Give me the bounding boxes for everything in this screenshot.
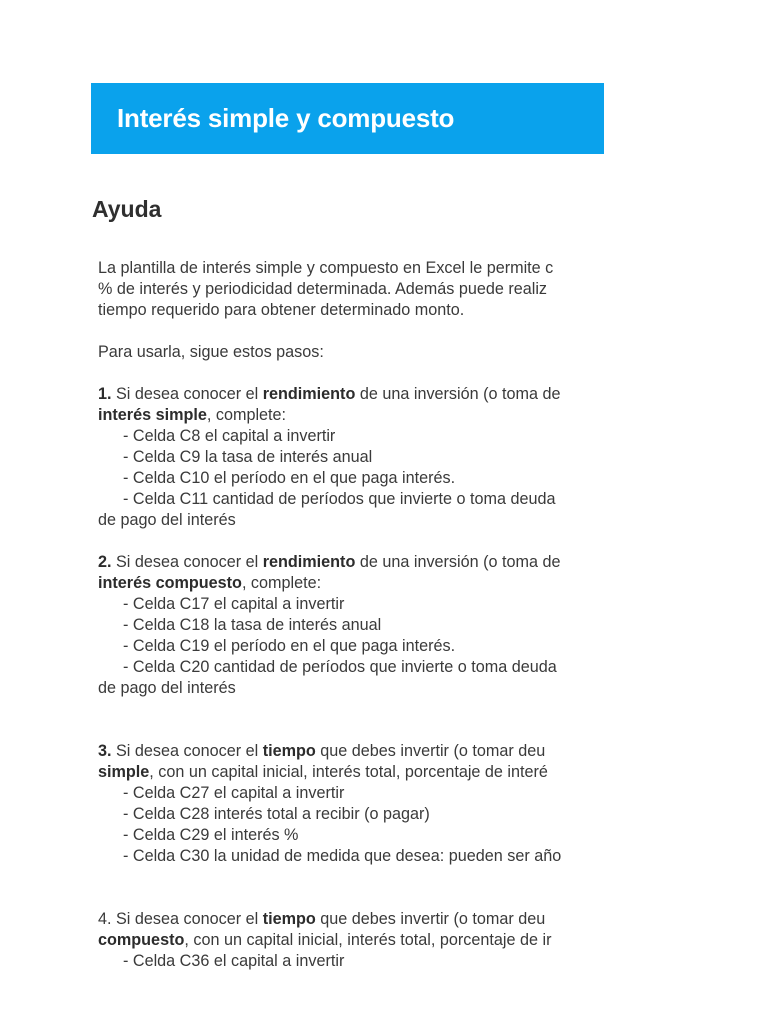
step-text: , complete: [241, 574, 322, 592]
step-text: Si desea conocer el [111, 742, 263, 760]
step-2-line-1 [98, 552, 604, 573]
step-2-line-2 [98, 573, 604, 594]
step-keyword: rendimiento [262, 553, 356, 571]
step-text: que debes invertir (o tomar deu [315, 910, 546, 928]
list-item: - Celda C30 la unidad de medida que desea: pueden ser año [123, 847, 562, 865]
list-item: - Celda C10 el período en el que paga interés. [123, 469, 456, 487]
step-4-line-1 [98, 909, 604, 930]
step-keyword: rendimiento [262, 385, 356, 403]
list-item: - Celda C9 la tasa de interés anual [123, 448, 373, 466]
intro-line-3: tiempo requerido para obtener determinado monto. [98, 301, 465, 319]
step-1-line-1 [98, 384, 604, 405]
step-text: Si desea conocer el [111, 385, 263, 403]
step-text: , complete: [206, 406, 287, 424]
title-banner [91, 83, 604, 154]
list-item: - Celda C18 la tasa de interés anual [123, 616, 382, 634]
step-keyword: tiempo [262, 910, 316, 928]
step-text: de una inversión (o toma de [355, 553, 561, 571]
list-item: - Celda C29 el interés % [123, 826, 299, 844]
step-keyword: interés simple [98, 406, 207, 424]
list-item: - Celda C19 el período en el que paga interés. [123, 637, 456, 655]
intro-line-1: La plantilla de interés simple y compuesto en Excel le permite c [98, 259, 554, 277]
help-content [98, 258, 604, 970]
list-item: - Celda C8 el capital a invertir [123, 427, 336, 445]
page-title: Interés simple y compuesto [117, 103, 455, 133]
step-text: Si desea conocer el [111, 910, 263, 928]
intro-line-2: % de interés y periodicidad determinada. Además puede realiz [98, 280, 548, 298]
step-text: de una inversión (o toma de [355, 385, 561, 403]
step-keyword: interés compuesto [98, 574, 242, 592]
step-text: , con un capital inicial, interés total, porcentaje de ir [184, 931, 552, 949]
step-keyword: simple [98, 763, 150, 781]
step-text: Si desea conocer el [111, 553, 263, 571]
step-number: 4. [98, 910, 112, 928]
step-4-line-2 [98, 930, 604, 951]
section-heading: Ayuda [92, 196, 162, 222]
step-3-line-2 [98, 762, 604, 783]
list-item: - Celda C28 interés total a recibir (o pagar) [123, 805, 430, 823]
list-item: - Celda C17 el capital a invertir [123, 595, 345, 613]
steps-intro: Para usarla, sigue estos pasos: [98, 343, 324, 361]
step-text: que debes invertir (o tomar deu [315, 742, 546, 760]
list-item: - Celda C27 el capital a invertir [123, 784, 345, 802]
list-item: - Celda C20 cantidad de períodos que invierte o toma deuda [123, 658, 557, 676]
step-number: 3. [98, 742, 112, 760]
step-text: , con un capital inicial, interés total, porcentaje de interé [149, 763, 548, 781]
list-item: - Celda C11 cantidad de períodos que invierte o toma deuda [123, 490, 556, 508]
step-1-tail: de pago del interés [98, 511, 236, 529]
step-1-line-2 [98, 405, 604, 426]
step-3-line-1 [98, 741, 604, 762]
step-number: 1. [98, 385, 112, 403]
step-keyword: compuesto [98, 931, 185, 949]
list-item: - Celda C36 el capital a invertir [123, 952, 345, 970]
step-2-tail: de pago del interés [98, 679, 236, 697]
step-keyword: tiempo [262, 742, 316, 760]
step-number: 2. [98, 553, 112, 571]
